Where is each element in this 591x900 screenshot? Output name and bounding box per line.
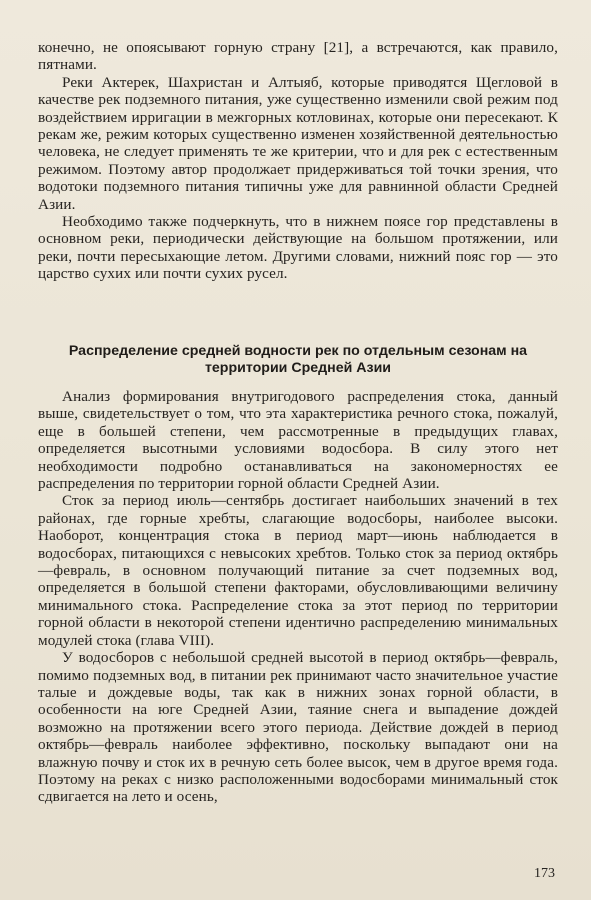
text-block-top: [38, 39, 558, 283]
paragraph-analysis: Анализ формирования внутригодового распределения стока, данный выше, свидетельствует о том, что эта характеристика речного стока, пожалуй, еще в большей степени, чем рассмотренные в предыдущих главах, определяется высотными условиями водосбора. В силу этого нет необходимости подробно останавливаться на закономерностях ее распределения по территории горной области Средней Азии.: [38, 388, 558, 493]
paragraph-rivers-aktérek: Реки Актерек, Шахристан и Алтыяб, которые приводятся Щегловой в качестве рек подземного питания, уже существенно изменили свой режим под воздействием ирригации в межгорных котловинах, которые они пересекают. К рекам же, режим которых существенно изменен хозяйственной деятельностью человека, не следует применять те же критерии, что и для рек с естественным режимом. Поэтому автор продолжает придерживаться той точки зрения, что водотоки подземного питания типичны уже для равнинной области Средней Азии.: [38, 73, 558, 213]
paragraph-small-catchments: У водосборов с небольшой средней высотой в период октябрь—февраль, помимо подземных вод, в питании рек принимают часто значительное участие талые и дождевые воды, так как в нижних зонах горной области, в особенности на юге Средней Азии, таяние снега и выпадение дождей возможно на протяжении всего этого периода. Действие дождей в период октябрь—февраль наиболее эффективно, поскольку выпадают они на влажную почву и сток их в речную сеть более высок, чем в другое время года. Поэтому на реках с низко расположенными водосборами минимальный сток сдвигается на лето и осень,: [38, 649, 558, 806]
page-number: 173: [534, 866, 555, 881]
paragraph-lower-belt: Необходимо также подчеркнуть, что в нижнем поясе гор представлены в основном реки, периодически действующие на большом протяжении, или реки, почти пересыхающие летом. Другими словами, нижний пояс гор — это царство сухих или почти сухих русел.: [38, 213, 558, 283]
section-heading: Распределение средней водности рек по отдельным сезонам на территории Средней Азии: [68, 343, 528, 377]
paragraph-continuation: конечно, не опоясывают горную страну [21], а встречаются, как правило, пятнами.: [38, 39, 558, 74]
paragraph-runoff-periods: Сток за период июль—сентябрь достигает наибольших значений в тех районах, где горные хребты, слагающие водосборы, наиболее высоки. Наоборот, концентрация стока в период март—июнь наблюдается в водосборах, питающихся с невысоких хребтов. Только сток за период октябрь—февраль, в основном получающий питание за счет подземных вод, определяется в большой степени факторами, обусловливающими величину минимального стока. Распределение стока за этот период по территории горной области в некоторой степени идентично распределению минимальных модулей стока (глава VIII).: [38, 492, 558, 649]
text-block-bottom: [38, 388, 558, 806]
